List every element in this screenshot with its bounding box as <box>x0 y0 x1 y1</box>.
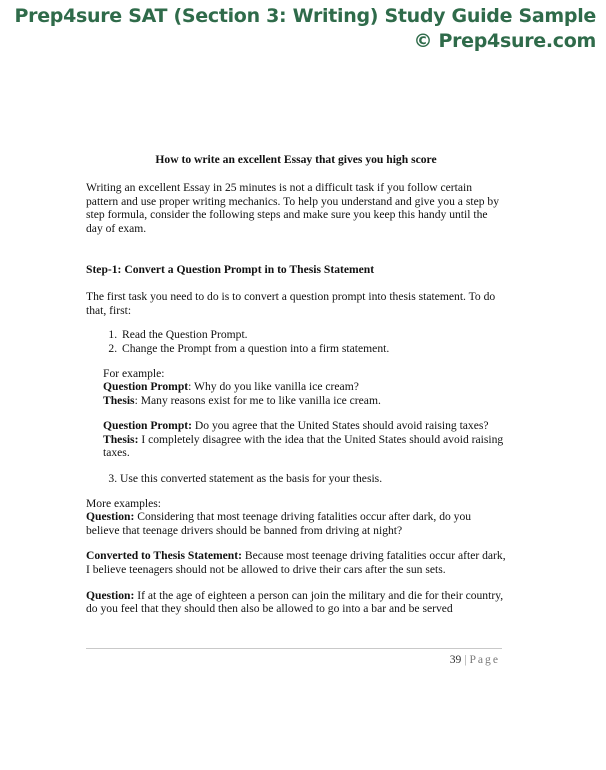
page-number <box>450 653 500 666</box>
question-label: Question: <box>86 510 135 524</box>
intro-paragraph: Writing an excellent Essay in 25 minutes is not a difficult task if you follow certain pattern and use proper writing mechanics. To help you understand and give you a step by step formula, consider the following steps and make sure you keep this handy until the day of exam. <box>86 181 500 235</box>
thesis-label: Thesis: <box>103 432 139 446</box>
question-prompt-text: Do you agree that the United States should avoid raising taxes? <box>192 419 489 433</box>
footer-divider <box>86 648 502 649</box>
page-number-separator: | <box>464 653 467 666</box>
task-paragraph: The first task you need to do is to convert a question prompt into thesis statement. To do that, first: <box>86 290 496 317</box>
question-1 <box>86 510 506 537</box>
for-example-label: For example: <box>103 367 165 381</box>
list-item: 1. Read the Question Prompt. <box>120 328 506 341</box>
page-word: Page <box>469 653 500 666</box>
question-prompt-label: Question Prompt: <box>103 419 192 433</box>
example2-prompt <box>103 419 506 432</box>
converted-label: Converted to Thesis Statement: <box>86 549 242 563</box>
question-2 <box>86 589 506 616</box>
converted-statement <box>86 549 506 576</box>
question-text: If at the age of eighteen a person can join the military and die for their country, do you feel that they should then also be allowed to go into a bar and be served <box>86 588 504 616</box>
example1-thesis <box>103 394 506 407</box>
thesis-text: : Many reasons exist for me to like vanilla ice cream. <box>134 393 381 407</box>
document-body <box>86 153 506 616</box>
steps-list <box>86 328 506 355</box>
more-examples-label: More examples: <box>86 496 162 510</box>
document-title: How to write an excellent Essay that gives you high score <box>155 153 437 166</box>
question-label: Question: <box>86 588 135 602</box>
list-item: 2. Change the Prompt from a question into a firm statement. <box>120 342 506 355</box>
thesis-label: Thesis <box>103 393 135 407</box>
example2-thesis <box>103 433 506 460</box>
example-block-1 <box>86 367 506 407</box>
watermark-header <box>15 4 597 54</box>
page-number-value: 39 <box>449 653 462 666</box>
question-prompt-label: Question Prompt <box>103 380 189 394</box>
steps-list-continued <box>86 472 506 485</box>
list-item: 3. Use this converted statement as the basis for your thesis. <box>120 472 506 485</box>
more-examples-block <box>86 497 506 537</box>
example-block-2 <box>86 419 506 459</box>
question-text: Considering that most teenage driving fatalities occur after dark, do you believe that teenage drivers should be banned from driving at night? <box>86 510 472 537</box>
watermark-copyright: © Prep4sure.com <box>413 30 596 52</box>
step1-heading: Step-1: Convert a Question Prompt in to Thesis Statement <box>86 263 375 277</box>
watermark-title: Prep4sure SAT (Section 3: Writing) Study Guide Sample <box>14 5 596 27</box>
thesis-text: I completely disagree with the idea that the United States should avoid raising taxes. <box>103 432 504 460</box>
converted-text: Because most teenage driving fatalities occur after dark, I believe teenagers should not be allowed to drive their cars after the sun sets. <box>86 549 506 576</box>
example1-prompt <box>103 380 506 393</box>
question-prompt-text: : Why do you like vanilla ice cream? <box>188 380 359 394</box>
